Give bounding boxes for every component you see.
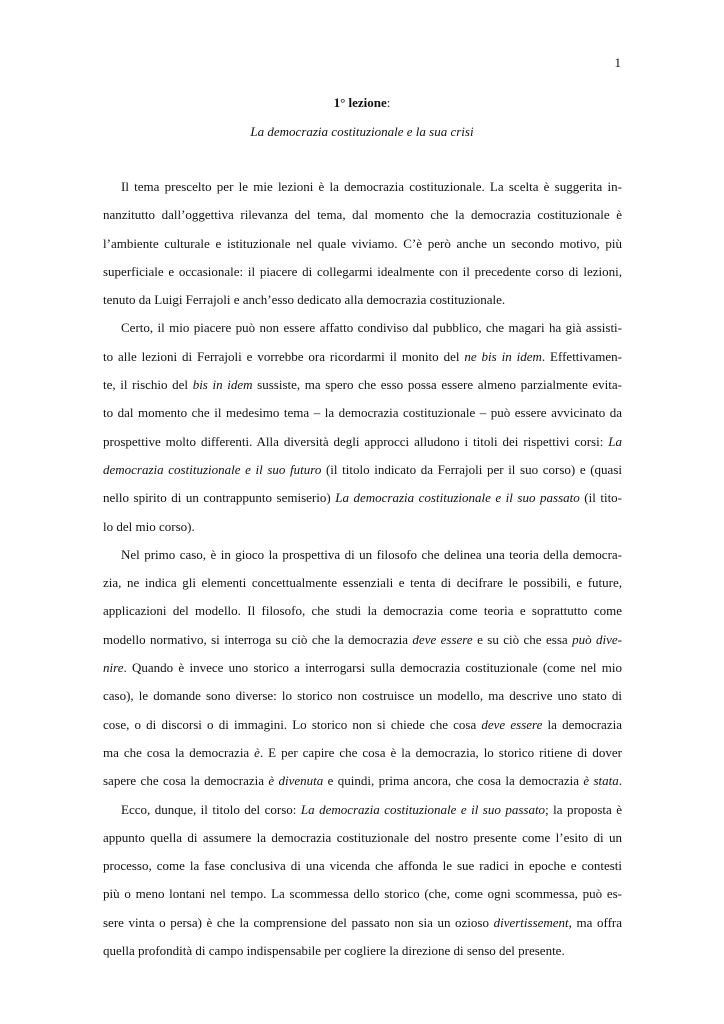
text-line bbox=[103, 909, 622, 937]
text-segment: . Quando è invece uno storico a interrogarsi sulla democrazia costituzionale (come nel mio bbox=[123, 660, 622, 676]
text-line bbox=[103, 767, 622, 795]
text-segment: la democrazia bbox=[542, 716, 622, 732]
italic-segment: La democrazia costituzionale e il suo passato bbox=[335, 490, 580, 506]
lecture-heading-suffix: : bbox=[386, 95, 391, 110]
italic-segment: può dive- bbox=[572, 631, 622, 647]
italic-segment: è bbox=[254, 744, 260, 760]
text-segment: e su ciò che essa bbox=[472, 631, 573, 647]
text-segment: . bbox=[618, 773, 622, 789]
text-line bbox=[103, 456, 622, 484]
text-line: Certo, il mio piacere può non essere affatto condiviso dal pubblico, che magari ha già assisti- bbox=[121, 320, 622, 336]
italic-segment: è divenuta bbox=[268, 773, 324, 789]
body-text bbox=[103, 173, 622, 965]
text-segment: prospettive molto differenti. Alla diversità degli approcci alludono i titoli dei rispettivi corsi: bbox=[103, 433, 609, 449]
text-segment: e quindi, prima ancora, che cosa la democrazia bbox=[323, 773, 584, 789]
text-segment: . E per capire che cosa è la democrazia, lo storico ritiene di dover bbox=[259, 744, 622, 760]
italic-segment: divertissement bbox=[493, 914, 569, 930]
text-line bbox=[103, 371, 622, 399]
text-segment: cose, o di discorsi o di immagini. Lo storico non si chiede che cosa bbox=[103, 716, 482, 732]
text-segment: ma che cosa la democrazia bbox=[103, 744, 255, 760]
text-segment: sussiste, ma spero che esso possa essere almeno parzialmente evita- bbox=[252, 377, 623, 393]
italic-segment: democrazia costituzionale e il suo futuro bbox=[103, 461, 322, 477]
text-line: Il tema prescelto per le mie lezioni è la democrazia costituzionale. La scelta è suggerita in- bbox=[121, 179, 622, 194]
paragraph-4 bbox=[103, 796, 622, 966]
text-line: superficiale e occasionale: il piacere di collegarmi idealmente con il precedente corso di lezioni, bbox=[103, 263, 622, 279]
italic-segment: bis in idem bbox=[192, 377, 253, 393]
text-segment: , ma offra bbox=[568, 914, 623, 930]
text-line: Nel primo caso, è in gioco la prospettiva di un filosofo che delinea una teoria della democra- bbox=[121, 546, 622, 562]
lecture-subtitle: La democrazia costituzionale e la sua crisi bbox=[250, 124, 474, 139]
text-segment: Ecco, dunque, il titolo del corso: bbox=[121, 801, 301, 817]
text-line: zia, ne indica gli elementi concettualmente essenziali e tenta di decifrare le possibili, e future, bbox=[103, 575, 622, 591]
text-segment: (il tito- bbox=[579, 490, 623, 506]
text-line: lo del mio corso). bbox=[103, 518, 195, 534]
text-line bbox=[103, 796, 622, 824]
paragraph-2 bbox=[103, 314, 622, 540]
text-line bbox=[103, 711, 622, 739]
text-line: l’ambiente culturale e istituzionale nel quale viviamo. C’è però anche un secondo motivo, più bbox=[103, 235, 622, 251]
text-line: processo, come la fase conclusiva di una vicenda che affonda le sue radici in epoche e contesti bbox=[103, 858, 622, 874]
text-line: appunto quella di assumere la democrazia costituzionale del nostro presente come l’esito di un bbox=[103, 829, 622, 845]
text-segment: . Effettivamen- bbox=[541, 348, 623, 364]
italic-segment: deve essere bbox=[412, 631, 473, 647]
italic-segment: La bbox=[608, 433, 622, 449]
text-line bbox=[103, 343, 622, 371]
text-line bbox=[103, 484, 622, 512]
text-line: quella profondità di campo indispensabile per cogliere la direzione di senso del presente. bbox=[103, 943, 565, 959]
paragraph-3 bbox=[103, 541, 622, 796]
text-line: tenuto da Luigi Ferrajoli e anch’esso dedicato alla democrazia costituzionale. bbox=[103, 292, 506, 308]
text-line: to dal momento che il medesimo tema – la democrazia costituzionale – può essere avvicinato da bbox=[103, 405, 622, 421]
text-line: nanzitutto dall’oggettiva rilevanza del tema, dal momento che la democrazia costituzionale è bbox=[103, 207, 622, 223]
italic-segment: deve essere bbox=[481, 716, 543, 732]
paragraph-1 bbox=[103, 173, 622, 314]
page-number: 1 bbox=[614, 55, 621, 70]
text-segment: ; la proposta è bbox=[545, 801, 622, 817]
italic-segment: ne bis in idem bbox=[464, 348, 542, 364]
text-line: più o meno lontani nel tempo. La scommessa dello storico (che, come ogni scommessa, può es- bbox=[103, 886, 622, 902]
text-segment: nello spirito di un contrappunto semiserio) bbox=[103, 490, 336, 506]
text-line bbox=[103, 654, 622, 682]
text-segment: sere vinta o persa) è che la comprensione del passato non sia un ozioso bbox=[103, 914, 494, 930]
italic-segment: nire bbox=[103, 660, 124, 676]
italic-segment: è stata bbox=[583, 773, 619, 789]
text-segment: sapere che cosa la democrazia bbox=[103, 773, 269, 789]
text-segment: modello normativo, si interroga su ciò che la democrazia bbox=[103, 631, 413, 647]
lecture-heading-bold: 1° lezione bbox=[333, 95, 387, 110]
text-segment: te, il rischio del bbox=[103, 377, 193, 393]
text-segment: to alle lezioni di Ferrajoli e vorrebbe ora ricordarmi il monito del bbox=[103, 348, 465, 364]
italic-segment: La democrazia costituzionale e il suo passato bbox=[300, 801, 546, 817]
text-line bbox=[103, 739, 622, 767]
text-line bbox=[103, 428, 622, 456]
text-line: applicazioni del modello. Il filosofo, che studi la democrazia come teoria e soprattutto come bbox=[103, 603, 622, 619]
lecture-heading bbox=[0, 95, 724, 111]
text-segment: (il titolo indicato da Ferrajoli per il suo corso) e (quasi bbox=[321, 461, 622, 477]
text-line: caso), le domande sono diverse: lo storico non costruisce un modello, ma descrive uno stato di bbox=[103, 688, 622, 704]
text-line bbox=[103, 626, 622, 654]
